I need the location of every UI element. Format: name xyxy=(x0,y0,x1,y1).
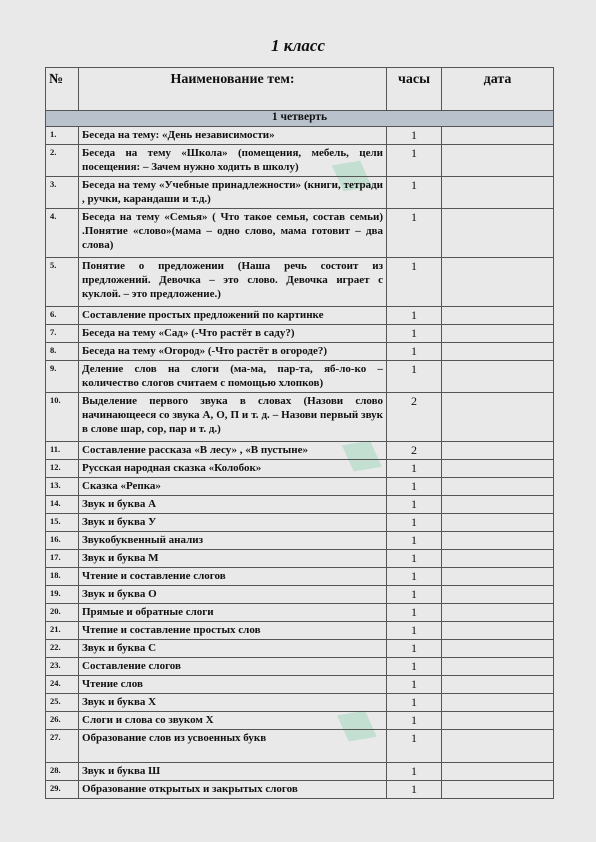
row-date xyxy=(442,442,554,460)
row-date xyxy=(442,177,554,209)
table-row xyxy=(46,604,554,622)
row-topic: Звук и буква Х xyxy=(79,694,387,712)
row-topic: Звукобуквенный анализ xyxy=(79,532,387,550)
row-topic: Чтепие и составление простых слов xyxy=(79,622,387,640)
table-row xyxy=(46,496,554,514)
table-row xyxy=(46,258,554,307)
row-topic: Беседа на тему «Сад» (-Что растёт в саду?) xyxy=(79,325,387,343)
row-date xyxy=(442,622,554,640)
row-hours: 1 xyxy=(387,127,442,145)
row-hours: 1 xyxy=(387,325,442,343)
row-date xyxy=(442,781,554,799)
row-date xyxy=(442,209,554,258)
row-topic: Звук и буква Ш xyxy=(79,763,387,781)
table-row xyxy=(46,514,554,532)
row-date xyxy=(442,604,554,622)
watermark-logo: ♦ xyxy=(312,684,404,769)
header-name: Наименование тем: xyxy=(79,68,387,111)
row-topic: Беседа на тему: «День независимости» xyxy=(79,127,387,145)
row-date xyxy=(442,460,554,478)
row-topic: Составление простых предложений по картинке xyxy=(79,307,387,325)
row-hours: 1 xyxy=(387,361,442,393)
topics-table xyxy=(45,67,554,799)
row-number: 19. xyxy=(46,586,79,604)
table-row xyxy=(46,127,554,145)
row-number: 29. xyxy=(46,781,79,799)
header-hours: часы xyxy=(387,68,442,111)
row-hours: 1 xyxy=(387,343,442,361)
row-date xyxy=(442,568,554,586)
row-date xyxy=(442,514,554,532)
row-date xyxy=(442,258,554,307)
row-topic: Звук и буква С xyxy=(79,640,387,658)
row-hours: 1 xyxy=(387,478,442,496)
row-hours: 1 xyxy=(387,658,442,676)
table-row xyxy=(46,658,554,676)
row-topic: Выделение первого звука в словах (Назови слово начинающееся со звука А, О, П и т. д. – Назови первый звук в слове шар, сор, пар и т. д.) xyxy=(79,393,387,442)
watermark-logo: ♦ xyxy=(317,414,409,499)
row-hours: 1 xyxy=(387,177,442,209)
row-date xyxy=(442,694,554,712)
row-hours: 2 xyxy=(387,442,442,460)
row-number: 27. xyxy=(46,730,79,763)
row-hours: 1 xyxy=(387,730,442,763)
row-number: 10. xyxy=(46,393,79,442)
row-topic: Звук и буква М xyxy=(79,550,387,568)
row-date xyxy=(442,325,554,343)
row-number: 15. xyxy=(46,514,79,532)
table-row xyxy=(46,676,554,694)
row-number: 14. xyxy=(46,496,79,514)
row-number: 20. xyxy=(46,604,79,622)
row-date xyxy=(442,361,554,393)
row-topic: Сказка «Репка» xyxy=(79,478,387,496)
table-row xyxy=(46,209,554,258)
row-hours: 1 xyxy=(387,568,442,586)
row-hours: 1 xyxy=(387,763,442,781)
row-date xyxy=(442,763,554,781)
row-topic: Звук и буква О xyxy=(79,586,387,604)
row-date xyxy=(442,145,554,177)
row-topic: Понятие о предложении (Наша речь состоит из предложений. Девочка – это слово. Девочка играет с куклой. – это предложение.) xyxy=(79,258,387,307)
quarter-label: 1 четверть xyxy=(46,111,554,127)
table-row xyxy=(46,550,554,568)
table-row xyxy=(46,343,554,361)
row-date xyxy=(442,496,554,514)
row-date xyxy=(442,478,554,496)
row-number: 17. xyxy=(46,550,79,568)
row-hours: 1 xyxy=(387,145,442,177)
row-date xyxy=(442,343,554,361)
row-hours: 1 xyxy=(387,550,442,568)
row-number: 9. xyxy=(46,361,79,393)
row-number: 1. xyxy=(46,127,79,145)
row-hours: 1 xyxy=(387,307,442,325)
row-number: 28. xyxy=(46,763,79,781)
row-number: 4. xyxy=(46,209,79,258)
row-date xyxy=(442,550,554,568)
row-topic: Чтение слов xyxy=(79,676,387,694)
table-header-row xyxy=(46,68,554,111)
row-number: 22. xyxy=(46,640,79,658)
table-row xyxy=(46,586,554,604)
row-number: 12. xyxy=(46,460,79,478)
row-number: 7. xyxy=(46,325,79,343)
table-row xyxy=(46,568,554,586)
row-hours: 1 xyxy=(387,622,442,640)
row-number: 26. xyxy=(46,712,79,730)
row-number: 24. xyxy=(46,676,79,694)
row-date xyxy=(442,676,554,694)
page-title: 1 класс xyxy=(270,36,326,55)
table-row xyxy=(46,532,554,550)
table-row xyxy=(46,442,554,460)
row-date xyxy=(442,307,554,325)
row-number: 5. xyxy=(46,258,79,307)
table-row xyxy=(46,763,554,781)
row-number: 8. xyxy=(46,343,79,361)
row-number: 16. xyxy=(46,532,79,550)
row-hours: 1 xyxy=(387,712,442,730)
row-topic: Образование открытых и закрытых слогов xyxy=(79,781,387,799)
header-date: дата xyxy=(442,68,554,111)
row-hours: 1 xyxy=(387,460,442,478)
row-date xyxy=(442,640,554,658)
row-topic: Прямые и обратные слоги xyxy=(79,604,387,622)
row-topic: Слоги и слова со звуком Х xyxy=(79,712,387,730)
table-row xyxy=(46,460,554,478)
table-row xyxy=(46,361,554,393)
row-number: 18. xyxy=(46,568,79,586)
row-date xyxy=(442,712,554,730)
header-num: № xyxy=(46,68,79,111)
row-topic: Составление рассказа «В лесу» , «В пустыне» xyxy=(79,442,387,460)
row-number: 2. xyxy=(46,145,79,177)
table-row xyxy=(46,712,554,730)
table-row xyxy=(46,694,554,712)
table-row xyxy=(46,478,554,496)
row-topic: Чтение и составление слогов xyxy=(79,568,387,586)
row-number: 23. xyxy=(46,658,79,676)
table-row xyxy=(46,640,554,658)
row-hours: 1 xyxy=(387,209,442,258)
row-date xyxy=(442,658,554,676)
row-hours: 1 xyxy=(387,640,442,658)
row-topic: Беседа на тему «Школа» (помещения, мебель, цели посещения: – Зачем нужно ходить в школу) xyxy=(79,145,387,177)
row-hours: 1 xyxy=(387,676,442,694)
table-row xyxy=(46,177,554,209)
row-hours: 1 xyxy=(387,781,442,799)
row-topic: Беседа на тему «Огород» (-Что растёт в огороде?) xyxy=(79,343,387,361)
row-date xyxy=(442,532,554,550)
quarter-row xyxy=(46,111,554,127)
row-date xyxy=(442,127,554,145)
row-date xyxy=(442,730,554,763)
row-number: 21. xyxy=(46,622,79,640)
table-row xyxy=(46,622,554,640)
row-topic: Составление слогов xyxy=(79,658,387,676)
row-topic: Звук и буква У xyxy=(79,514,387,532)
table-row xyxy=(46,393,554,442)
row-date xyxy=(442,586,554,604)
table-row xyxy=(46,325,554,343)
watermark-logo: ♦ xyxy=(307,134,399,219)
row-date xyxy=(442,393,554,442)
table-row xyxy=(46,307,554,325)
row-topic: Беседа на тему «Учебные принадлежности» (книги, тетради , ручки, карандаши и т.д.) xyxy=(79,177,387,209)
row-topic: Образование слов из усвоенных букв xyxy=(79,730,387,763)
row-hours: 2 xyxy=(387,393,442,442)
row-hours: 1 xyxy=(387,514,442,532)
row-number: 6. xyxy=(46,307,79,325)
row-topic: Беседа на тему «Семья» ( Что такое семья, состав семьи) .Понятие «слово»(мама – одно слово, мама готовит – два слова) xyxy=(79,209,387,258)
row-topic: Звук и буква А xyxy=(79,496,387,514)
table-row xyxy=(46,145,554,177)
row-topic: Русская народная сказка «Колобок» xyxy=(79,460,387,478)
row-number: 11. xyxy=(46,442,79,460)
row-number: 13. xyxy=(46,478,79,496)
row-hours: 1 xyxy=(387,586,442,604)
row-number: 3. xyxy=(46,177,79,209)
table-row xyxy=(46,730,554,763)
row-hours: 1 xyxy=(387,496,442,514)
row-hours: 1 xyxy=(387,694,442,712)
table-row xyxy=(46,781,554,799)
row-topic: Деление слов на слоги (ма-ма, пар-та, яб-ло-ко – количество слогов считаем с помощью хлопков) xyxy=(79,361,387,393)
row-hours: 1 xyxy=(387,258,442,307)
row-hours: 1 xyxy=(387,532,442,550)
row-hours: 1 xyxy=(387,604,442,622)
row-number: 25. xyxy=(46,694,79,712)
